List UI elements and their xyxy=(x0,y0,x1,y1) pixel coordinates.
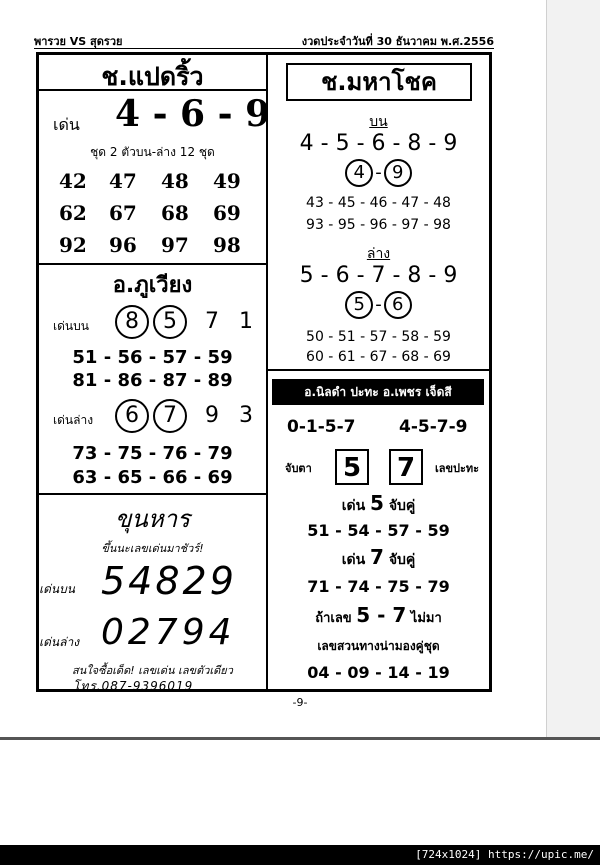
section4-top-digits: 4 - 5 - 6 - 8 - 9 xyxy=(299,131,458,156)
dash-separator: - xyxy=(375,162,382,183)
plain-digit: 1 xyxy=(239,309,253,334)
section5-left-tag: จับตา xyxy=(285,462,312,475)
section4-top-row-1: 43 - 45 - 46 - 47 - 48 xyxy=(306,195,451,211)
plain-digit: 3 xyxy=(239,403,253,428)
divider-s2-s3 xyxy=(39,493,266,495)
section5-line1-suffix: จับคู่ xyxy=(388,498,416,514)
page-header xyxy=(34,32,494,50)
circled-digit: 6 xyxy=(384,291,412,319)
section2-top-row-1: 51 - 56 - 57 - 59 xyxy=(72,347,233,368)
section2-bottom-row-1: 73 - 75 - 76 - 79 xyxy=(72,443,233,464)
section1-number-cell: 96 xyxy=(109,233,137,257)
plain-digit: 7 xyxy=(205,309,219,334)
divider-s1-s2 xyxy=(39,263,266,265)
section4-bottom-row-1: 50 - 51 - 57 - 58 - 59 xyxy=(306,329,451,345)
section5-line-4: เลขสวนทางน่ามองคู่ชุด xyxy=(317,639,440,653)
section5-row-3: 04 - 09 - 14 - 19 xyxy=(307,663,450,682)
section5-line2-label: เด่น xyxy=(341,552,366,568)
section2-top-digits xyxy=(115,305,259,339)
section5-row-1: 51 - 54 - 57 - 59 xyxy=(307,521,450,540)
section4-top-circled xyxy=(268,159,489,187)
section2-top-row-2: 81 - 86 - 87 - 89 xyxy=(72,370,233,391)
dash-separator: - xyxy=(375,294,382,315)
section3-top-label: เด่นบน xyxy=(39,582,75,596)
section3-footer-line: สนใจซื้อเด็ด! เลขเด่น เลขตัวเดียว xyxy=(72,664,233,677)
section1-subtitle: ชุด 2 ตัวบน-ล่าง 12 ชุด xyxy=(90,145,215,159)
section5-right-tag: เลขปะทะ xyxy=(435,462,480,475)
section3-title: ขุนหาร xyxy=(115,505,190,533)
content-frame xyxy=(36,52,492,692)
section5-box-2: 7 xyxy=(389,449,423,485)
circled-digit: 5 xyxy=(345,291,373,319)
section1-number-cell: 49 xyxy=(213,169,241,193)
section5-line-2 xyxy=(268,545,489,571)
section1-number-cell: 92 xyxy=(59,233,87,257)
section3-bottom-label: เด่นล่าง xyxy=(39,635,80,649)
section5-right-set: 4-5-7-9 xyxy=(399,417,468,437)
header-rule xyxy=(34,48,494,49)
section5-line-3 xyxy=(268,603,489,628)
plain-digit: 9 xyxy=(205,403,219,428)
section4-top-row-2: 93 - 95 - 96 - 97 - 98 xyxy=(306,217,451,233)
section4-title: ช.มหาโชค xyxy=(286,63,472,101)
section1-number-cell: 69 xyxy=(213,201,241,225)
section5-line-1 xyxy=(268,491,489,517)
section2-bottom-digits xyxy=(115,399,259,433)
circled-digit: 5 xyxy=(153,305,187,339)
circled-digit: 9 xyxy=(384,159,412,187)
section1-number-cell: 62 xyxy=(59,201,87,225)
header-left: พารวย VS สุดรวย xyxy=(34,35,123,48)
section4-bottom-circled xyxy=(268,291,489,319)
circled-digit: 8 xyxy=(115,305,149,339)
section4-bottom-digits: 5 - 6 - 7 - 8 - 9 xyxy=(299,263,458,288)
section3-bottom-number: 02794 xyxy=(101,612,236,653)
section5-line2-suffix: จับคู่ xyxy=(388,552,416,568)
section1-number-cell: 42 xyxy=(59,169,87,193)
section1-number-cell: 68 xyxy=(161,201,189,225)
section4-bottom-row-2: 60 - 61 - 67 - 68 - 69 xyxy=(306,349,451,365)
section2-bottom-row-2: 63 - 65 - 66 - 69 xyxy=(72,467,233,488)
section1-title: ช.แปดริ้ว xyxy=(101,62,204,91)
section5-title-bar: อ.นิลดำ ปะทะ อ.เพชร เจ็ดสี xyxy=(272,379,484,405)
section5-left-set: 0-1-5-7 xyxy=(287,417,356,437)
section5-line3-label: ถ้าเลข xyxy=(315,611,352,626)
section1-number-cell: 48 xyxy=(161,169,189,193)
section2-top-label: เด่นบน xyxy=(53,319,89,333)
header-right: งวดประจำวันที่ 30 ธันวาคม พ.ศ.2556 xyxy=(301,35,494,48)
section1-lead-digits: 4 - 6 - 9 xyxy=(115,93,271,135)
scan-shadow-bottom xyxy=(0,737,600,740)
circled-digit: 6 xyxy=(115,399,149,433)
page-number: -9- xyxy=(292,696,308,709)
section2-title: อ.ภูเวียง xyxy=(112,273,193,298)
section1-number-cell: 67 xyxy=(109,201,137,225)
section4-top-label: บน xyxy=(369,114,388,130)
section1-number-cell: 97 xyxy=(161,233,189,257)
circled-digit: 4 xyxy=(345,159,373,187)
section5-line2-digit: 7 xyxy=(370,545,384,569)
section5-row-2: 71 - 74 - 75 - 79 xyxy=(307,577,450,596)
section2-bottom-label: เด่นล่าง xyxy=(53,413,94,427)
section1-number-cell: 98 xyxy=(213,233,241,257)
section5-line3-suffix: ไม่มา xyxy=(410,611,442,626)
section3-top-number: 54829 xyxy=(101,559,237,603)
section5-box-1: 5 xyxy=(335,449,369,485)
section5-line1-digit: 5 xyxy=(370,491,384,515)
section5-line1-label: เด่น xyxy=(341,498,366,514)
section3-phone: โทร.087-9396019 xyxy=(73,679,194,693)
scan-shadow-right xyxy=(546,0,600,740)
divider-s4-s5 xyxy=(268,369,489,371)
section3-slogan: ขึ้นนะเลขเด่นมาชัวร์! xyxy=(101,542,204,555)
section5-line3-digits: 5 - 7 xyxy=(356,603,407,627)
circled-digit: 7 xyxy=(153,399,187,433)
section1-number-cell: 47 xyxy=(109,169,137,193)
watermark-text: [724x1024] https://upic.me/ xyxy=(415,848,594,861)
section1-lead-label: เด่น xyxy=(53,115,80,134)
watermark-bar xyxy=(0,845,600,865)
section4-bottom-label: ล่าง xyxy=(366,246,391,262)
